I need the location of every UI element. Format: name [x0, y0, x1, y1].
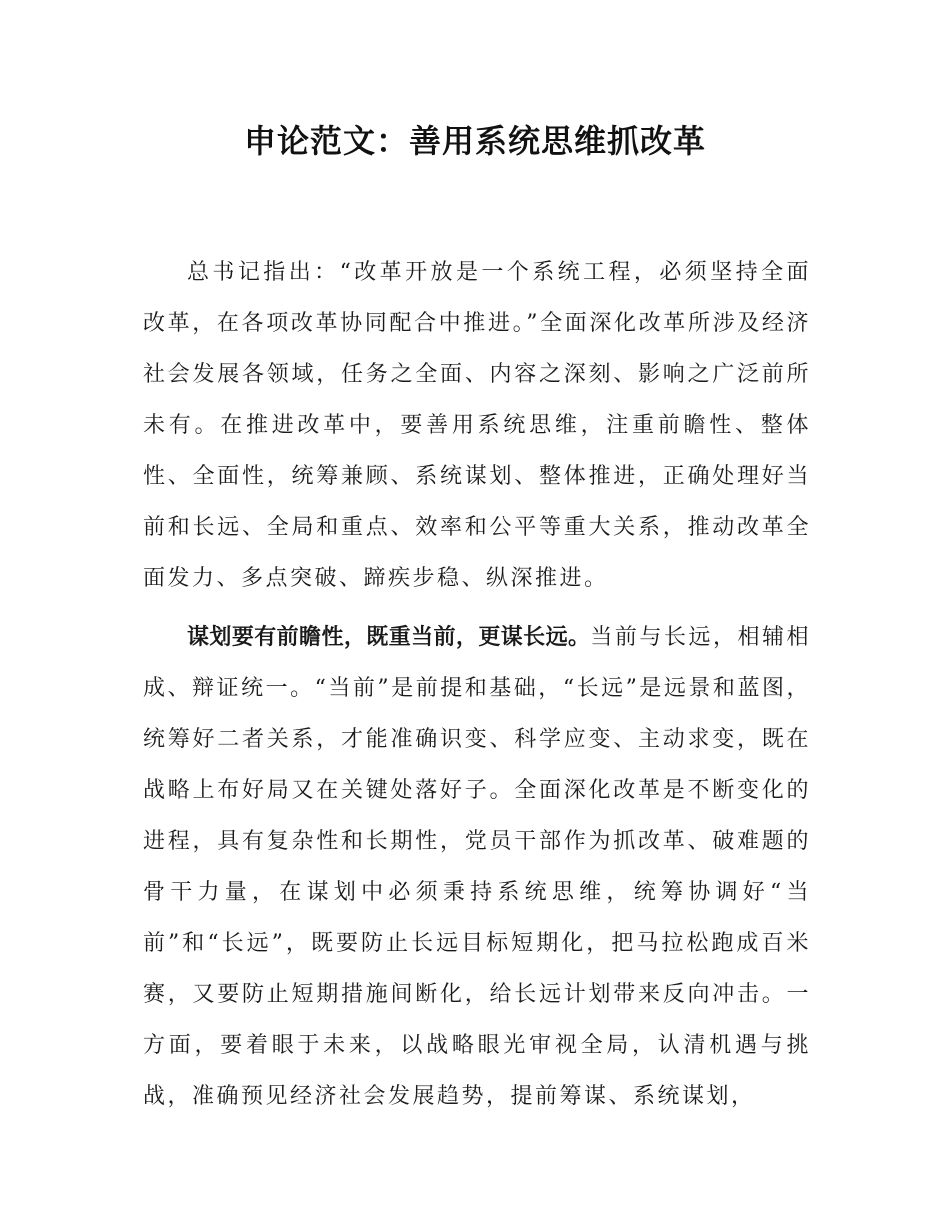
paragraph-intro: 总书记指出：“改革开放是一个系统工程，必须坚持全面改革，在各项改革协同配合中推进。”全面深化改革所涉及经济社会发展各领域，任务之全面、内容之深刻、影响之广泛前所未有。在推进改革中，要善用系统思维，注重前瞻性、整体性、全面性，统筹兼顾、系统谋划、整体推进，正确处理好当前和长远、全局和重点、效率和公平等重大关系，推动改革全面发力、多点突破、蹄疾步稳、纵深推进。 [143, 260, 811, 591]
document-title: 申论范文：善用系统思维抓改革 [243, 122, 706, 160]
paragraph-lead-sentence: 谋划要有前瞻性，既重当前，更谋长远。 [187, 625, 591, 650]
paragraph-foresight [143, 612, 811, 1122]
paragraph-body-text: 当前与长远，相辅相成、辩证统一。“当前”是前提和基础，“长远”是远景和蓝图，统筹好二者关系，才能准确识变、科学应变、主动求变，既在战略上布好局又在关键处落好子。全面深化改革是不断变化的进程，具有复杂性和长期性，党员干部作为抓改革、破难题的骨干力量，在谋划中必须秉持系统思维，统筹协调好“当前”和“长远”，既要防止长远目标短期化，把马拉松跑成百米赛，又要防止短期措施间断化，给长远计划带来反向冲击。一方面，要着眼于未来，以战略眼光审视全局，认清机遇与挑战，准确预见经济社会发展趋势，提前筹谋、系统谋划， [143, 625, 811, 1109]
